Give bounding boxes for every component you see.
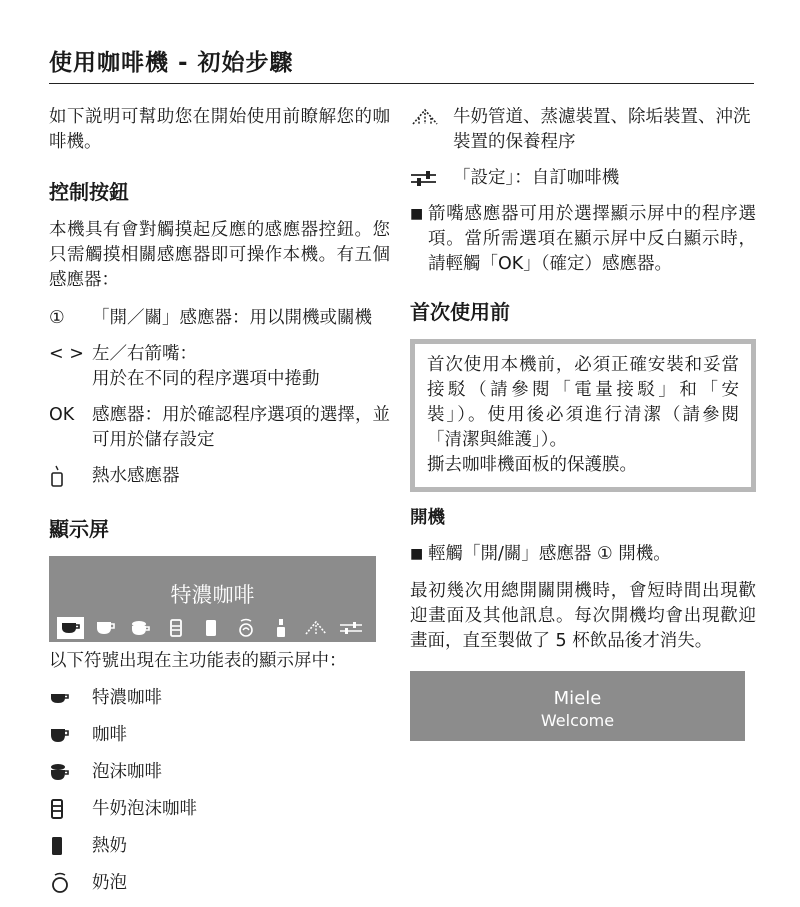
maintenance-icon: [302, 617, 329, 639]
latte-icon: [162, 617, 189, 639]
maintenance-text: 牛奶管道、蒸濾裝置、除垢裝置、沖洗裝置的保養程序: [453, 107, 751, 152]
settings-item: [410, 166, 756, 191]
before-first-use-text-2: 撕去咖啡機面板的保護膜。: [427, 455, 637, 475]
symbol-espresso: [49, 686, 390, 711]
hot-water-menu-icon: [267, 617, 294, 639]
before-first-use-heading: 首次使用前: [410, 300, 510, 324]
sensor-ok-text: 感應器：用於確認程序選項的選擇，並可用於儲存設定: [92, 405, 390, 450]
symbol-cappuccino-label: 泡沫咖啡: [92, 762, 162, 782]
power-on-step: [410, 542, 756, 567]
power-on-text: 最初幾次用總開關開機時，會短時間出現歡迎畫面及其他訊息。每次開機均會出現歡迎畫面，直至製做了 5 杯飲品後才消失。: [410, 581, 756, 651]
intro-text: 如下説明可幫助您在開始使用前瞭解您的咖啡機。: [49, 107, 390, 152]
sensor-hot-water: [49, 464, 390, 489]
sensor-onoff: [49, 306, 390, 331]
symbol-hot-milk: [49, 834, 390, 859]
ok-icon: OK: [49, 405, 75, 425]
symbol-coffee: [49, 723, 390, 748]
title-divider: [49, 83, 754, 84]
arrow-note-text: 箭嘴感應器可用於選擇顯示屏中的程序選項。當所需選項在顯示屏中反白顯示時，請輕觸「OK」（確定）感應器。: [428, 204, 756, 274]
arrow-note: [410, 202, 756, 277]
hot-water-icon: [49, 464, 92, 488]
settings-icon: [337, 617, 364, 639]
hot-milk-icon: [197, 617, 224, 639]
sensor-hot-water-text: 熱水感應器: [92, 466, 180, 486]
power-on-step-text: 輕觸「開/關」感應器 ① 開機。: [428, 544, 671, 564]
symbol-latte-label: 牛奶泡沫咖啡: [92, 799, 197, 819]
power-on-heading: 開機: [410, 508, 445, 528]
power-icon: ①: [49, 308, 65, 328]
cappuccino-icon: [49, 760, 92, 784]
display-icon-row: [57, 617, 372, 639]
display-screen-text: 特濃咖啡: [170, 583, 255, 607]
sensor-ok: [49, 403, 390, 453]
display-screen: [49, 556, 376, 642]
espresso-icon: [49, 686, 92, 710]
right-column: [410, 105, 756, 741]
sensor-arrows: [49, 342, 390, 392]
latte-icon: [49, 797, 92, 821]
before-first-use-text: 首次使用本機前，必須正確安裝和妥當接駁（請參閱「電量接駁」和「安裝」）。使用後必須進行清潔（請參閱「清潔與維護」）。: [427, 355, 739, 450]
symbol-espresso-label: 特濃咖啡: [92, 688, 162, 708]
page-title: 使用咖啡機 - 初始步驟: [49, 50, 294, 76]
bullet-square-icon: ■: [410, 206, 424, 222]
welcome-screen: [410, 671, 745, 741]
controls-heading: 控制按鈕: [49, 180, 129, 204]
maintenance-item: [410, 105, 756, 155]
coffee-icon: [92, 617, 119, 639]
arrows-icon: < >: [49, 344, 84, 364]
coffee-icon: [49, 723, 92, 747]
milk-froth-icon: [232, 617, 259, 639]
espresso-icon: [57, 617, 84, 639]
maintenance-icon: [410, 105, 453, 129]
symbol-milk-froth: [49, 871, 390, 896]
settings-text: 「設定」：自訂咖啡機: [453, 168, 620, 188]
settings-icon: [410, 166, 453, 190]
milk-froth-icon: [49, 871, 92, 895]
hot-milk-icon: [49, 834, 92, 858]
symbol-hot-milk-label: 熱奶: [92, 836, 127, 856]
display-caption: 以下符號出現在主功能表的顯示屏中：: [49, 651, 347, 671]
symbol-cappuccino: [49, 760, 390, 785]
sensor-arrows-text: 左／右箭嘴： 用於在不同的程序選項中捲動: [92, 344, 320, 389]
bullet-square-icon: ■: [410, 546, 424, 562]
controls-text: 本機具有會對觸摸起反應的感應器控鈕。您只需觸摸相關感應器即可操作本機。有五個感應器：: [49, 220, 390, 290]
before-first-use-box: [410, 339, 756, 492]
welcome-text: Welcome: [540, 711, 615, 730]
sensor-onoff-text: 「開／關」感應器：用以開機或關機: [92, 308, 372, 328]
welcome-brand: Miele: [553, 688, 602, 709]
symbol-latte: [49, 797, 390, 822]
symbol-coffee-label: 咖啡: [92, 725, 127, 745]
symbol-milk-froth-label: 奶泡: [92, 873, 127, 893]
left-column: [49, 105, 390, 896]
cappuccino-icon: [127, 617, 154, 639]
display-heading: 顯示屏: [49, 517, 109, 541]
